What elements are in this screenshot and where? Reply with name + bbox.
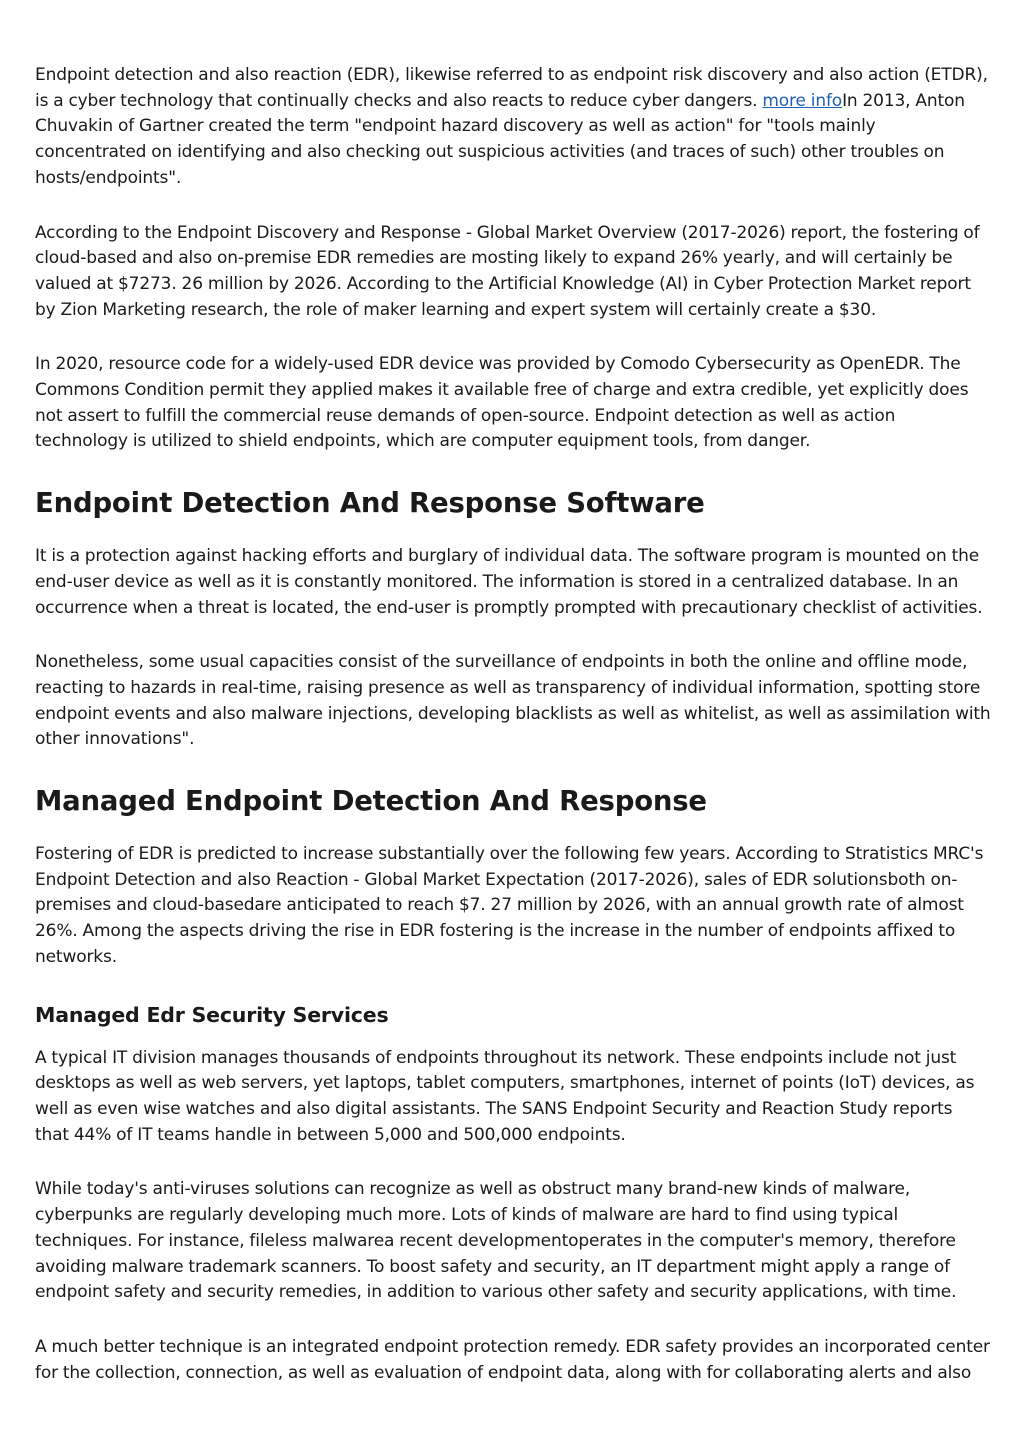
edr-services-paragraph-2: While today's anti-viruses solutions can recognize as well as obstruct many brand-new kinds of malware, cyberpunks are regularly developing much more. Lots of kinds of malware are hard to find using typical techniques. For instance, fileless malwarea recent developmentoperates in the computer's memory, therefore avoiding malware trademark scanners. To boost safety and security, an IT department might apply a range of endpoint safety and security remedies, in addition to various other safety and security applications, with time.: [35, 1179, 957, 1303]
edr-software-paragraph-1: It is a protection against hacking efforts and burglary of individual data. The software program is mounted on the end-user device as well as it is constantly monitored. The information is stored in a centralized database. In an occurrence when a threat is located, the end-user is promptly prompted with precautionary checklist of activities.: [35, 546, 983, 618]
section-heading-edr-software: Endpoint Detection And Response Software: [35, 487, 705, 520]
section-heading-managed-edr: Managed Endpoint Detection And Response: [35, 785, 707, 818]
intro-paragraph-1-text-b: In 2013, Anton Chuvakin of Gartner created the term "endpoint hazard discovery as well as action" for "tools mainly concentrated on identifying and also checking out suspicious activities (and traces of such) other troubles on hosts/endpoints".: [35, 90, 965, 188]
intro-paragraph-1-text-a: Endpoint detection and also reaction (EDR), likewise referred to as endpoint risk discovery and also action (ETDR), is a cyber technology that continually checks and also reacts to reduce cyber dangers.: [35, 65, 988, 111]
edr-services-paragraph-1: A typical IT division manages thousands of endpoints throughout its network. These endpoints include not just desktops as well as web servers, yet laptops, tablet computers, smartphones, internet of points (IoT) devices, as well as even wise watches and also digital assistants. The SANS Endpoint Security and Reaction Study reports that 44% of IT teams handle in between 5,000 and 500,000 endpoints.: [35, 1047, 975, 1145]
more-info-link[interactable]: more info: [762, 90, 843, 111]
intro-paragraph-1: [35, 63, 991, 192]
managed-edr-paragraph-1: Fostering of EDR is predicted to increase substantially over the following few years. According to Stratistics MRC's Endpoint Detection and also Reaction - Global Market Expectation (2017-2026), sales of EDR solutionsboth on-premises and cloud-basedare anticipated to reach $7. 27 million by 2026, with an annual growth rate of almost 26%. Among the aspects driving the rise in EDR fostering is the increase in the number of endpoints affixed to networks.: [35, 844, 984, 967]
subsection-heading-edr-security-services: Managed Edr Security Services: [35, 1002, 389, 1027]
intro-paragraph-3: In 2020, resource code for a widely-used EDR device was provided by Comodo Cybersecurity as OpenEDR. The Commons Condition permit they applied makes it available free of charge and extra credible, yet explicitly does not assert to fulfill the commercial reuse demands of open-source. Endpoint detection as well as action technology is utilized to shield endpoints, which are computer equipment tools, from danger.: [35, 354, 969, 452]
intro-paragraph-2: According to the Endpoint Discovery and Response - Global Market Overview (2017-2026) report, the fostering of cloud-based and also on-premise EDR remedies are mosting likely to expand 26% yearly, and will certainly be valued at $7273. 26 million by 2026. According to the Artificial Knowledge (AI) in Cyber Protection Market report by Zion Marketing research, the role of maker learning and expert system will certainly create a $30.: [35, 222, 980, 320]
edr-services-paragraph-3: A much better technique is an integrated endpoint protection remedy. EDR safety provides an incorporated center for the collection, connection, as well as evaluation of endpoint data, along with for collaborating alerts and also: [35, 1336, 990, 1383]
edr-software-paragraph-2: Nonetheless, some usual capacities consist of the surveillance of endpoints in both the online and offline mode, reacting to hazards in real-time, raising presence as well as transparency of individual information, spotting store endpoint events and also malware injections, developing blacklists as well as whitelist, as well as assimilation with other innovations".: [35, 652, 991, 750]
